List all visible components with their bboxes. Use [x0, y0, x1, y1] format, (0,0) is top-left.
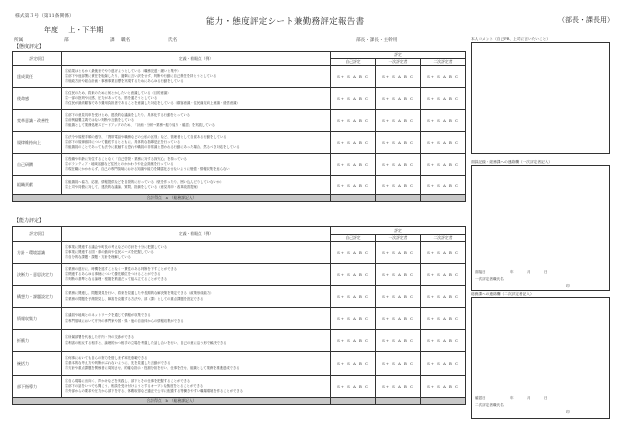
- self-rating-select[interactable]: S+ S A B C: [331, 176, 376, 195]
- attitude-table: [12, 51, 466, 202]
- second-rating-select[interactable]: S+ S A B C: [421, 132, 466, 154]
- table-row: [13, 286, 466, 308]
- self-rating-select[interactable]: S+ S A B C: [331, 132, 376, 154]
- day-unit: 日: [544, 270, 548, 274]
- interview-label: 面談記録・総務課への連絡欄（一次評定者記入）: [471, 160, 553, 164]
- first-rating-select[interactable]: S+ S A B C: [376, 376, 421, 398]
- table-row: [13, 330, 466, 352]
- col-self-header: 自己評定: [331, 235, 376, 242]
- year-unit: 年: [510, 270, 514, 274]
- fiscal-year: [44, 25, 103, 35]
- period-label: 上・下半期: [68, 26, 104, 34]
- self-rating-select[interactable]: S+ S A B C: [331, 242, 376, 264]
- self-rating-select[interactable]: S+ S A B C: [331, 88, 376, 110]
- col-second-header: 二次評定者: [421, 59, 466, 66]
- first-rating-select[interactable]: S+ S A B C: [376, 286, 421, 308]
- first-rating-select[interactable]: S+ S A B C: [376, 66, 421, 88]
- month-unit: 月: [527, 396, 531, 400]
- item-definition: ①結果はともかく最後までやり遂げようとしている（職務完遂・願いと集中） ②部下や他部署に責任を転嫁したり、過剰に言い訳をせず、判断や行動に自己責任を持とうとしている ③施政方針や総合計画・事務事業目標を実現するためにあらゆる行動をしている: [62, 66, 331, 88]
- first-rating-select[interactable]: S+ S A B C: [376, 308, 421, 330]
- second-rating-select[interactable]: S+ S A B C: [421, 66, 466, 88]
- first-rating-select[interactable]: S+ S A B C: [376, 352, 421, 376]
- item-label: 方針・環境認識: [13, 242, 62, 264]
- first-rating-select[interactable]: S+ S A B C: [376, 176, 421, 195]
- col-definition-header: 定義・着眼点（例）: [62, 227, 331, 242]
- second-rating-select[interactable]: S+ S A B C: [421, 88, 466, 110]
- year-label: 年度: [44, 26, 58, 34]
- item-definition: ①業務の遂行に、時機を逃すことなく一貫性のある判断を下すことができる ②関連するあらゆる事柄について優先順位をつけることができる ③判断の基準となる論理・根拠を筋道だって組み立てることができる: [62, 264, 331, 286]
- first-rating-select[interactable]: S+ S A B C: [376, 264, 421, 286]
- self-rating-select[interactable]: S+ S A B C: [331, 308, 376, 330]
- self-rating-select[interactable]: S+ S A B C: [331, 154, 376, 176]
- bu-label: 部: [64, 38, 69, 43]
- second-rating-select[interactable]: S+ S A B C: [421, 352, 466, 376]
- name-label: 氏名: [168, 38, 178, 43]
- self-total-a[interactable]: [331, 195, 376, 202]
- first-evaluator-label: 一次評定者職氏名: [475, 277, 504, 281]
- item-definition: ①役職や年齢に安住することなく「自己啓発・業務に対する探究心」を持っている ②ボランティア・地域活動など住民とのかかわりや社会貢献を行っている ③現在職にかかわらず、自己の専門領域における知識や能力を陳腐化させないように勉強・情報収集を怠らない: [62, 154, 331, 176]
- col-rating-header: 評定: [331, 52, 466, 59]
- page-title: 能力・態度評定シート兼勤務評定報告書: [206, 17, 365, 27]
- table-row: [13, 264, 466, 286]
- item-label: 変革意識・改善性: [13, 110, 62, 132]
- self-total-b[interactable]: [331, 398, 376, 405]
- item-definition: ①法令や規程手順の遵守、「携帯電話や職務などの公私の区別」など、管理者として自覚ある行動をしている ②部下の規律維持について徹底するとともに、具体的な指導是正を行っている ③組織員のことであっても法令に抵触する恐れや職員の非常識と思われる行動にあった場合、然るべき対応をしている: [62, 132, 331, 154]
- total-row-b: [13, 398, 466, 405]
- second-rating-select[interactable]: S+ S A B C: [421, 308, 466, 330]
- month-unit: 月: [527, 270, 531, 274]
- second-rating-select[interactable]: S+ S A B C: [421, 176, 466, 195]
- ka-label: 課: [110, 38, 115, 43]
- table-row: [13, 132, 466, 154]
- item-label: 折衝力: [13, 330, 62, 352]
- col-item-header: 評定項目: [13, 52, 62, 66]
- item-label: 自己研鑽: [13, 154, 62, 176]
- first-rating-select[interactable]: S+ S A B C: [376, 88, 421, 110]
- item-label: 規律維持向上: [13, 132, 62, 154]
- table-row: [13, 176, 466, 195]
- col-definition-header: 定義・着眼点（例）: [62, 52, 331, 66]
- second-evaluator-label: 二次評定者職氏名: [475, 403, 504, 407]
- table-row: [13, 110, 466, 132]
- col-rating-header: 評定: [331, 227, 466, 235]
- first-rating-select[interactable]: S+ S A B C: [376, 132, 421, 154]
- item-definition: ①住民のため、将来のために何とかしたいと意識している（目的意識） ②一部の批判や反感、圧力があっても、筋を通そうとしている ③住民が最終顧客であり費用負担者であることを意識した対応をしている（顧客意識・住民満足向上意識・経営意識）: [62, 88, 331, 110]
- self-comment-label: 本人コメント（自己PR、上司に言いたいこと）: [471, 37, 551, 41]
- first-rating-select[interactable]: S+ S A B C: [376, 110, 421, 132]
- dept-label: 所属: [14, 38, 24, 43]
- item-label: 組織貢献: [13, 176, 62, 195]
- second-rating-select[interactable]: S+ S A B C: [421, 264, 466, 286]
- second-total-a[interactable]: [421, 195, 466, 202]
- second-rating-select[interactable]: S+ S A B C: [421, 286, 466, 308]
- col-first-header: 一次評定者: [376, 235, 421, 242]
- self-rating-select[interactable]: S+ S A B C: [331, 330, 376, 352]
- ability-table: [12, 226, 466, 405]
- table-row: [13, 352, 466, 376]
- ability-section-label: 【能力評定】: [14, 218, 45, 224]
- self-rating-select[interactable]: S+ S A B C: [331, 286, 376, 308]
- total-label-a: 合計得点 a （総務課記入）: [13, 195, 331, 202]
- table-row: [13, 242, 466, 264]
- seal-mark: 印: [566, 284, 570, 288]
- item-label: 情報収集力: [13, 308, 62, 330]
- table-row: [13, 88, 466, 110]
- hr-label: 総務課への連絡欄（二次評定者記入）: [471, 292, 534, 296]
- col-second-header: 二次評定者: [421, 235, 466, 242]
- self-rating-select[interactable]: S+ S A B C: [331, 376, 376, 398]
- col-first-header: 一次評定者: [376, 59, 421, 66]
- second-rating-select[interactable]: S+ S A B C: [421, 330, 466, 352]
- attitude-section-label: 【態度評定】: [14, 44, 45, 50]
- self-rating-select[interactable]: S+ S A B C: [331, 110, 376, 132]
- second-total-b[interactable]: [421, 398, 466, 405]
- post-label: 職名: [121, 38, 131, 43]
- total-row-a: [13, 195, 466, 202]
- day-unit: 日: [544, 396, 548, 400]
- hr-box[interactable]: [471, 297, 610, 419]
- second-rating-select[interactable]: S+ S A B C: [421, 110, 466, 132]
- item-definition: ①組織員へ協力、応援、情報提供などを自発的に行っている（壁を作ったり、囲い込んだりしていないか） ②上司や同僚に対して、建設的な議論、質問、指摘をしている（意見具申・改革改善提案）: [62, 176, 331, 195]
- item-definition: ①自ら現場に出向く、声かけなどを実践し、部下とその仕事を把握することができる ②部下の話をいつでも聞こう、相談を受け付けようとするオープンな態度をとることができる ③外部からの要求や圧力から部下を守る、休暇取得など適正で公平に配慮する等働きやすい職場環境を作ることができる: [62, 376, 331, 398]
- interview-date-label: 面接日: [475, 270, 486, 274]
- audience-label: （部長・課長用）: [558, 16, 614, 24]
- second-rating-select[interactable]: S+ S A B C: [421, 242, 466, 264]
- self-rating-select[interactable]: S+ S A B C: [331, 66, 376, 88]
- first-rating-select[interactable]: S+ S A B C: [376, 154, 421, 176]
- item-definition: ①業務に関連し、問題発見を行い、将来を見通した中長期的な解決策を策定できる（政策形成能力） ②業務の問題を予測発見し、障害を克服する方法や、部（課）としての重点課題を設定できる: [62, 286, 331, 308]
- item-definition: ①所属部署を代表した庁内・外の交渉ができる ②利害の相反する相手と、論理的かつ相手の立場を考慮した話し合いを行い、自己の意に沿う形で解決できる: [62, 330, 331, 352]
- item-label: 使命感: [13, 88, 62, 110]
- item-label: 達成責任: [13, 66, 62, 88]
- total-label-b: 合計得点 b （総務課記入）: [13, 398, 331, 405]
- table-row: [13, 154, 466, 176]
- target-roles: 部長・課長・主幹用: [356, 38, 398, 43]
- col-item-header: 評定項目: [13, 227, 62, 242]
- second-rating-select[interactable]: S+ S A B C: [421, 154, 466, 176]
- table-row: [13, 376, 466, 398]
- item-definition: ①何事においても自らの努力を惜しまず率先垂範できる ②基本的な考え方や判断がぶれないように、先を見通した言動ができる ③方針や重点課題を関係者に周知させ、的確な指示・役割分担を行い、仕事を任せ、組織として業務を推進達成できる: [62, 352, 331, 376]
- confirm-date-label: 確認日: [475, 396, 486, 400]
- second-rating-select[interactable]: S+ S A B C: [421, 376, 466, 398]
- first-total-b[interactable]: [376, 398, 421, 405]
- table-row: [13, 308, 466, 330]
- year-unit: 年: [510, 396, 514, 400]
- item-label: 統括力: [13, 352, 62, 376]
- seal-mark: 印: [566, 410, 570, 414]
- first-total-a[interactable]: [376, 195, 421, 202]
- col-self-header: 自己評定: [331, 59, 376, 66]
- item-label: 構想力・課題設定力: [13, 286, 62, 308]
- item-definition: ①議員や地域とのネットワークを通じて情報が収集できる ②専門領域において庁外の専門家や国・県・他の自治体からの情報収集ができる: [62, 308, 331, 330]
- item-definition: ①事業に関連する議会や町長の考えなどの方針を十分に把握している ②事業に関連する国・県の動向や住民ニーズを把握している ③自分的な課題・課題・方針を理解している: [62, 242, 331, 264]
- interview-box[interactable]: [471, 165, 610, 291]
- first-rating-select[interactable]: S+ S A B C: [376, 330, 421, 352]
- item-definition: ①部下の意見具申を受けとめ、建設的な議論をしたり、具体化する行動をとっている ②前例踏襲主義ではない判断や言動をしている ③組織として業務処理スピードアップのため、「計画・分析→業務→振り返り・確認」を実践している: [62, 110, 331, 132]
- first-rating-select[interactable]: S+ S A B C: [376, 242, 421, 264]
- form-number: 様式第３号（第11条関係）: [15, 14, 74, 19]
- self-comment-box[interactable]: [471, 42, 610, 154]
- table-row: [13, 66, 466, 88]
- item-label: 決断力・意思決定力: [13, 264, 62, 286]
- item-label: 部下指導力: [13, 376, 62, 398]
- self-rating-select[interactable]: S+ S A B C: [331, 264, 376, 286]
- self-rating-select[interactable]: S+ S A B C: [331, 352, 376, 376]
